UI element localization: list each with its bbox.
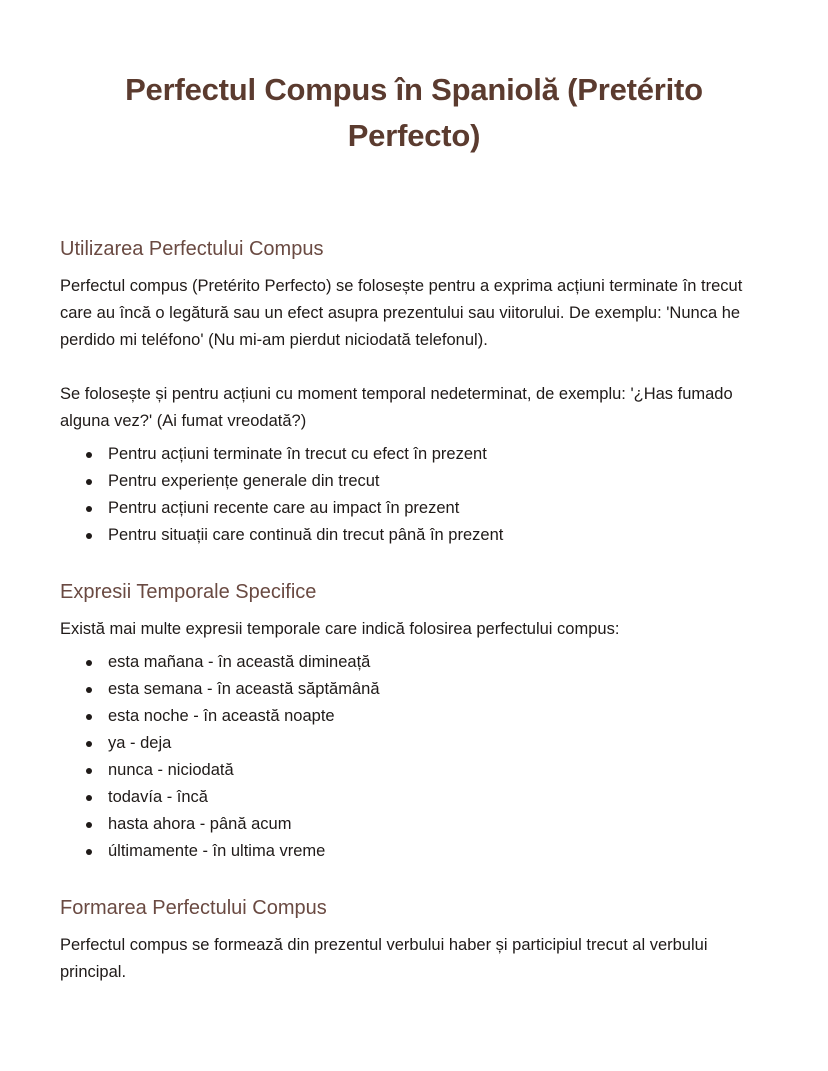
- section-heading: Expresii Temporale Specifice: [60, 581, 317, 603]
- list-item: nunca - niciodată: [108, 757, 768, 784]
- paragraph: Se folosește și pentru acțiuni cu moment temporal nedeterminat, de exemplu: '¿Has fumado alguna vez?' (Ai fumat vreodată?): [60, 385, 733, 430]
- list-item: ya - deja: [108, 730, 768, 757]
- bullet-list: [60, 441, 768, 549]
- paragraph: Perfectul compus se formează din prezentul verbului haber și participiul trecut al verbului principal.: [60, 936, 708, 981]
- section-heading: Utilizarea Perfectului Compus: [60, 238, 324, 260]
- section-formarea: [60, 894, 768, 986]
- list-item: esta noche - în această noapte: [108, 703, 768, 730]
- list-item: hasta ahora - până acum: [108, 811, 768, 838]
- list-item: últimamente - în ultima vreme: [108, 838, 768, 865]
- document-title: Perfectul Compus în Spaniolă (Pretérito Perfecto): [125, 72, 703, 153]
- paragraph: Există mai multe expresii temporale care indică folosirea perfectului compus:: [60, 620, 620, 638]
- paragraph: Perfectul compus (Pretérito Perfecto) se folosește pentru a exprima acțiuni terminate în trecut care au încă o legătură sau un efect asupra prezentului sau viitorului. De exemplu: 'Nunca he perdido mi teléfono' (Nu mi-am pierdut niciodată telefonul).: [60, 277, 743, 349]
- section-utilizarea: [60, 235, 768, 549]
- section-expresii-temporale: [60, 578, 768, 865]
- list-item: Pentru acțiuni terminate în trecut cu efect în prezent: [108, 441, 768, 468]
- bullet-list: [60, 649, 768, 865]
- list-item: Pentru situații care continuă din trecut până în prezent: [108, 522, 768, 549]
- list-item: Pentru acțiuni recente care au impact în prezent: [108, 495, 768, 522]
- list-item: Pentru experiențe generale din trecut: [108, 468, 768, 495]
- list-item: esta mañana - în această dimineață: [108, 649, 768, 676]
- list-item: esta semana - în această săptămână: [108, 676, 768, 703]
- section-heading: Formarea Perfectului Compus: [60, 897, 327, 919]
- list-item: todavía - încă: [108, 784, 768, 811]
